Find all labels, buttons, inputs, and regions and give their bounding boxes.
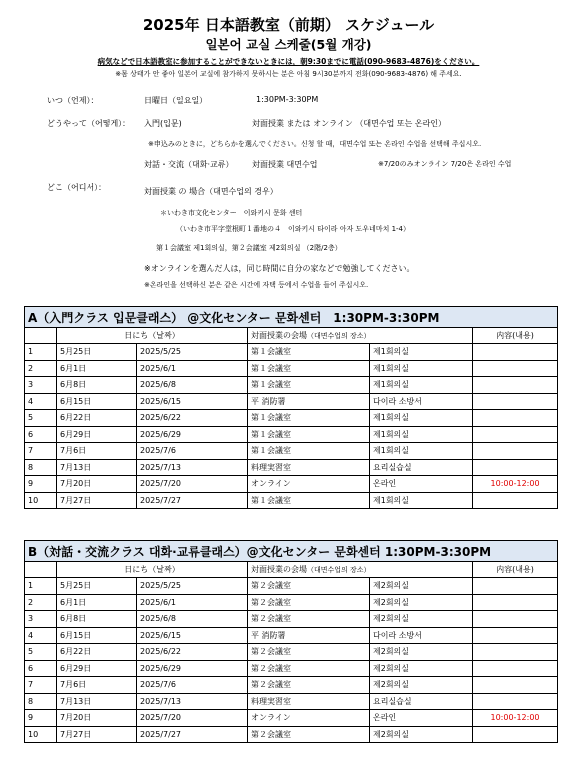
table-row [25, 677, 558, 694]
row-content [473, 443, 558, 460]
header-room-ko-a: （대면수업의 장소） [307, 332, 371, 340]
how-label: どうやって（어떻게）： [47, 119, 131, 128]
online-only-note: ※7/20のみオンライン 7/20은 온라인 수업 [378, 160, 512, 168]
where-address: （いわき市平字堂根町１番地の４ 이와키시 타이라 아자 도우네마치 1-4） [176, 225, 411, 233]
table-row [25, 476, 558, 493]
table-row [25, 426, 558, 443]
row-room-ko: 제2회의실 [370, 611, 473, 628]
row-number: 8 [25, 693, 57, 710]
table-row [25, 344, 558, 361]
row-content [473, 360, 558, 377]
row-number: 5 [25, 410, 57, 427]
row-date-ja: 6月1日 [57, 594, 137, 611]
row-date-ja: 7月6日 [57, 443, 137, 460]
row-date: 2025/7/13 [137, 693, 248, 710]
table-row [25, 611, 558, 628]
row-room-ko: 제2회의실 [370, 594, 473, 611]
row-room-ko: 제2회의실 [370, 726, 473, 743]
row-room-ko: 제2회의실 [370, 677, 473, 694]
row-number: 8 [25, 459, 57, 476]
row-room: 第１会議室 [248, 443, 370, 460]
row-content [473, 459, 558, 476]
row-number: 1 [25, 344, 57, 361]
row-number: 2 [25, 360, 57, 377]
row-room: 料理実習室 [248, 459, 370, 476]
row-date: 2025/6/15 [137, 393, 248, 410]
row-room: 第２会議室 [248, 644, 370, 661]
row-content [473, 693, 558, 710]
table-b-title: B（対話・交流クラス 대화·교류클래스）@文化センター 문화센터 1:30PM-3:30PM [25, 541, 558, 562]
how-intro-class: 入門(입문) [144, 119, 182, 128]
row-date: 2025/6/8 [137, 611, 248, 628]
row-number: 7 [25, 443, 57, 460]
row-room: 第２会議室 [248, 660, 370, 677]
table-row [25, 360, 558, 377]
header-no-b [25, 562, 57, 578]
row-date-ja: 7月13日 [57, 459, 137, 476]
row-number: 9 [25, 476, 57, 493]
row-number: 3 [25, 377, 57, 394]
row-date-ja: 7月20日 [57, 710, 137, 727]
table-row [25, 459, 558, 476]
where-label: どこ（어디서）： [47, 183, 107, 192]
row-date-ja: 6月8日 [57, 611, 137, 628]
row-content [473, 677, 558, 694]
row-number: 1 [25, 578, 57, 595]
row-room: 第１会議室 [248, 492, 370, 509]
row-date-ja: 6月15日 [57, 627, 137, 644]
header-room-ko-b: （대면수업의 장소） [307, 566, 371, 574]
how-conv-mode: 対面授業 대면수업 [252, 160, 318, 169]
table-row [25, 627, 558, 644]
row-content [473, 594, 558, 611]
row-room: 第１会議室 [248, 410, 370, 427]
row-date: 2025/7/20 [137, 710, 248, 727]
how-intro-mode: 対面授業 または オンライン （대면수업 또는 온라인） [252, 119, 447, 128]
row-number: 3 [25, 611, 57, 628]
row-date: 2025/5/25 [137, 344, 248, 361]
table-row [25, 726, 558, 743]
row-date-ja: 6月8日 [57, 377, 137, 394]
row-content [473, 627, 558, 644]
row-room-ko: 온라인 [370, 710, 473, 727]
row-room-ko: 요리실습실 [370, 459, 473, 476]
row-room: 料理実習室 [248, 693, 370, 710]
row-date: 2025/7/27 [137, 726, 248, 743]
row-room: 第１会議室 [248, 360, 370, 377]
table-row [25, 578, 558, 595]
row-room: 平 消防署 [248, 627, 370, 644]
row-number: 2 [25, 594, 57, 611]
row-room-ko: 제1회의실 [370, 377, 473, 394]
row-content [473, 611, 558, 628]
table-row [25, 443, 558, 460]
row-room-ko: 다이라 소방서 [370, 393, 473, 410]
when-day: 日曜日（일요일） [144, 96, 208, 105]
row-room-ko: 제2회의실 [370, 578, 473, 595]
row-room: 平 消防署 [248, 393, 370, 410]
header-content-a: 内容(내용) [473, 328, 558, 344]
row-number: 5 [25, 644, 57, 661]
table-row [25, 377, 558, 394]
page-title-ja: 2025年 日本語教室（前期） スケジュール [142, 16, 435, 34]
row-content: 10:00-12:00 [473, 476, 558, 493]
where-in-person: 対面授業 の 場合（대면수업의 경우） [144, 187, 278, 196]
row-room: 第１会議室 [248, 344, 370, 361]
page-title-ko: 일본어 교실 스케줄(5월 개강) [205, 37, 372, 52]
table-row [25, 693, 558, 710]
row-room-ko: 온라인 [370, 476, 473, 493]
row-number: 10 [25, 492, 57, 509]
row-date-ja: 7月27日 [57, 726, 137, 743]
row-room-ko: 제2회의실 [370, 660, 473, 677]
row-content [473, 426, 558, 443]
table-row [25, 660, 558, 677]
online-note-ja: ※オンラインを選んだ人は，同じ時間に自分の家などで勉強してください。 [144, 264, 415, 273]
row-date: 2025/6/1 [137, 594, 248, 611]
table-row [25, 644, 558, 661]
table-a-title: A（入門クラス 입문클래스） @文化センター 문화센터 1:30PM-3:30PM [25, 307, 558, 328]
row-date-ja: 5月25日 [57, 578, 137, 595]
row-date-ja: 6月29日 [57, 660, 137, 677]
schedule-table-a [24, 306, 558, 509]
row-room-ko: 제2회의실 [370, 644, 473, 661]
row-content [473, 578, 558, 595]
row-room-ko: 요리실습실 [370, 693, 473, 710]
how-conv-class: 対話・交流（대화·교류） [144, 160, 234, 169]
row-date: 2025/7/20 [137, 476, 248, 493]
header-room-a [248, 328, 473, 344]
row-content [473, 492, 558, 509]
row-room-ko: 제1회의실 [370, 360, 473, 377]
table-row [25, 594, 558, 611]
row-room: 第２会議室 [248, 726, 370, 743]
table-row [25, 410, 558, 427]
row-date-ja: 7月27日 [57, 492, 137, 509]
row-content [473, 726, 558, 743]
row-room: 第２会議室 [248, 594, 370, 611]
header-content-b: 内容(내용) [473, 562, 558, 578]
row-date: 2025/6/22 [137, 644, 248, 661]
row-date-ja: 5月25日 [57, 344, 137, 361]
table-row [25, 710, 558, 727]
row-room: 第１会議室 [248, 377, 370, 394]
schedule-table-b [24, 540, 558, 743]
row-date: 2025/5/25 [137, 578, 248, 595]
row-date-ja: 6月22日 [57, 410, 137, 427]
header-no-a [25, 328, 57, 344]
row-room-ko: 제1회의실 [370, 492, 473, 509]
when-label: いつ（언제）： [47, 96, 99, 105]
row-room-ko: 제1회의실 [370, 443, 473, 460]
row-content: 10:00-12:00 [473, 710, 558, 727]
row-room-ko: 제1회의실 [370, 426, 473, 443]
row-content [473, 393, 558, 410]
row-content [473, 660, 558, 677]
header-room-b [248, 562, 473, 578]
header-date-a: 日にち（날짜） [57, 328, 248, 344]
absence-notice-ja: 病気などで日本語教室に参加することができないときには，朝9:30までに電話(090-9683-4876)をください。 [97, 57, 480, 66]
row-number: 4 [25, 393, 57, 410]
row-date: 2025/7/6 [137, 443, 248, 460]
row-content [473, 644, 558, 661]
row-room-ko: 제1회의실 [370, 410, 473, 427]
when-time: 1:30PM-3:30PM [256, 95, 319, 104]
header-room-ja-b: 対面授業の会場 [251, 565, 307, 574]
row-date: 2025/7/6 [137, 677, 248, 694]
row-date-ja: 7月6日 [57, 677, 137, 694]
row-content [473, 344, 558, 361]
row-number: 10 [25, 726, 57, 743]
header-date-b: 日にち（날짜） [57, 562, 248, 578]
absence-notice-ko: ※몸 상태가 안 좋아 일본어 교실에 참가하지 못하시는 분은 아침 9시30분까지 전화(090-9683-4876) 해 주세요. [115, 70, 462, 78]
row-date-ja: 7月20日 [57, 476, 137, 493]
row-number: 6 [25, 660, 57, 677]
how-choose-note: ※申込みのときに，どちらかを選んでください。신청 할 때，대면수업 또는 온라인 수업을 선택해 주십시오. [148, 140, 482, 148]
row-room: 第１会議室 [248, 426, 370, 443]
row-date-ja: 6月1日 [57, 360, 137, 377]
row-number: 7 [25, 677, 57, 694]
row-date: 2025/7/13 [137, 459, 248, 476]
row-date: 2025/6/29 [137, 660, 248, 677]
online-note-ko: ※온라인을 선택하신 분은 같은 시간에 자택 등에서 수업을 들어 주십시오. [144, 281, 369, 289]
row-room: 第２会議室 [248, 611, 370, 628]
row-number: 9 [25, 710, 57, 727]
row-room: 第２会議室 [248, 578, 370, 595]
row-content [473, 377, 558, 394]
row-room-ko: 제1회의실 [370, 344, 473, 361]
table-row [25, 492, 558, 509]
row-room-ko: 다이라 소방서 [370, 627, 473, 644]
where-venue: ＊いわき市文化センター 이와키시 문화 센터 [160, 209, 303, 217]
table-row [25, 393, 558, 410]
row-date: 2025/6/29 [137, 426, 248, 443]
row-date: 2025/6/22 [137, 410, 248, 427]
where-rooms: 第１会議室 제1회의실，第２会議室 제2회의실 （2階/2층） [156, 244, 342, 252]
row-content [473, 410, 558, 427]
row-date-ja: 6月29日 [57, 426, 137, 443]
header-room-ja-a: 対面授業の会場 [251, 331, 307, 340]
row-number: 6 [25, 426, 57, 443]
row-date-ja: 6月15日 [57, 393, 137, 410]
row-room: オンライン [248, 710, 370, 727]
row-date-ja: 7月13日 [57, 693, 137, 710]
row-date: 2025/6/8 [137, 377, 248, 394]
row-date: 2025/6/15 [137, 627, 248, 644]
row-room: オンライン [248, 476, 370, 493]
row-date: 2025/7/27 [137, 492, 248, 509]
row-room: 第２会議室 [248, 677, 370, 694]
row-number: 4 [25, 627, 57, 644]
row-date-ja: 6月22日 [57, 644, 137, 661]
row-date: 2025/6/1 [137, 360, 248, 377]
